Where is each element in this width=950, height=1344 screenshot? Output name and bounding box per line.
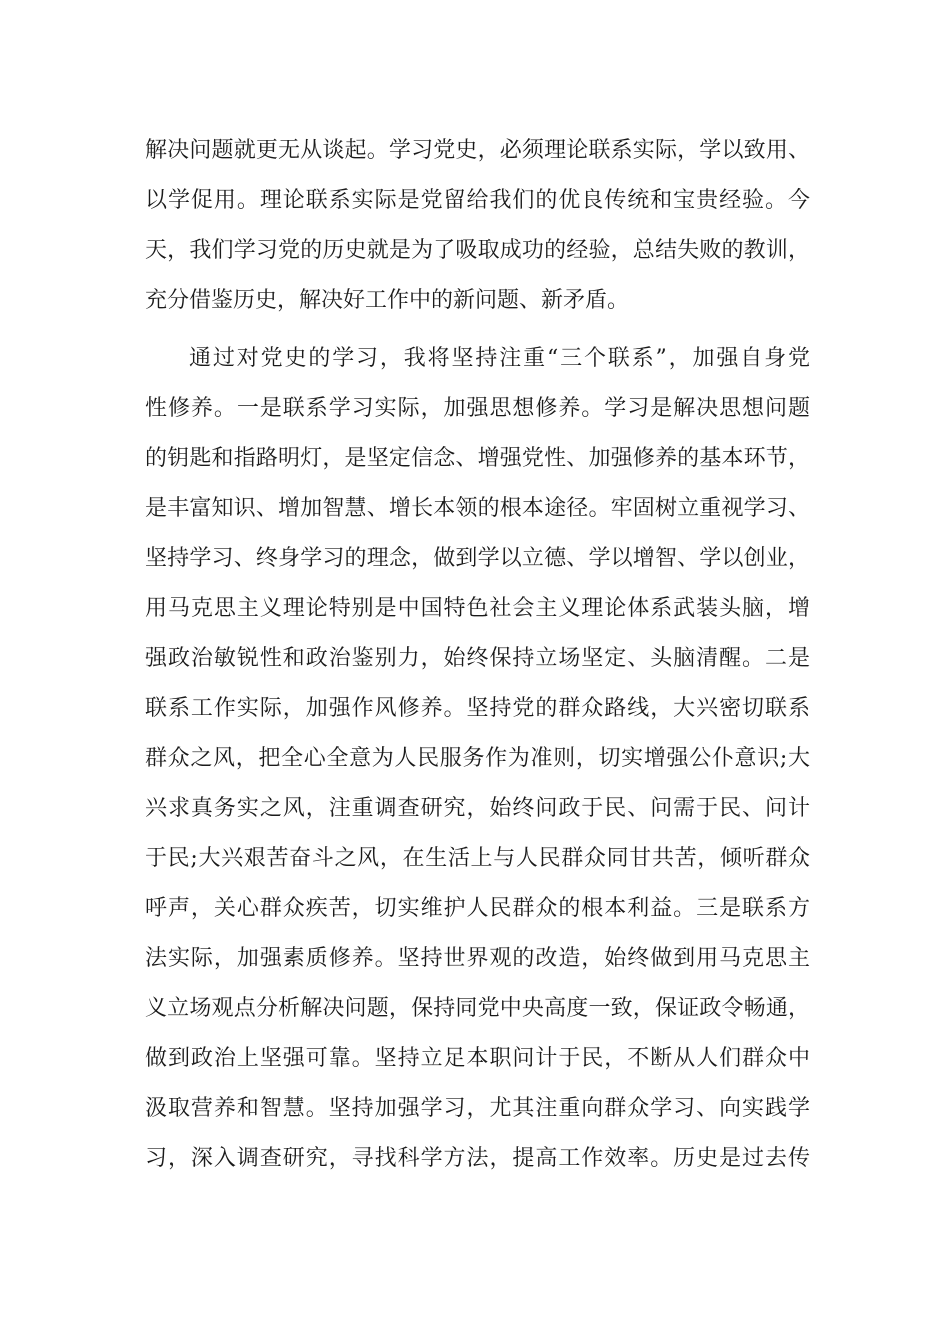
paragraph-2-line-13: 法实际，加强素质修养。坚持世界观的改造，始终做到用马克思主	[145, 946, 810, 971]
paragraph-2-line-5: 坚持学习、终身学习的理念，做到学以立德、学以增智、学以创业，	[145, 546, 810, 571]
paragraph-1-line-1: 解决问题就更无从谈起。学习党史，必须理论联系实际，学以致用、	[145, 138, 810, 163]
paragraph-1-line-4: 充分借鉴历史，解决好工作中的新问题、新矛盾。	[145, 288, 630, 313]
paragraph-1-line-2: 以学促用。理论联系实际是党留给我们的优良传统和宝贵经验。今	[145, 188, 810, 213]
paragraph-2-line-12: 呼声，关心群众疾苦，切实维护人民群众的根本利益。三是联系方	[145, 896, 810, 921]
paragraph-2-line-7: 强政治敏锐性和政治鉴别力，始终保持立场坚定、头脑清醒。二是	[145, 646, 810, 671]
paragraph-2-line-14: 义立场观点分析解决问题，保持同党中央高度一致，保证政令畅通，	[145, 996, 810, 1021]
paragraph-1-line-3: 天，我们学习党的历史就是为了吸取成功的经验，总结失败的教训，	[145, 238, 810, 263]
paragraph-2-line-10: 兴求真务实之风，注重调查研究，始终问政于民、问需于民、问计	[145, 796, 810, 821]
paragraph-2-line-2: 性修养。一是联系学习实际，加强思想修养。学习是解决思想问题	[145, 396, 810, 421]
paragraph-2-line-3: 的钥匙和指路明灯，是坚定信念、增强党性、加强修养的基本环节，	[145, 446, 810, 471]
paragraph-2-line-15: 做到政治上坚强可靠。坚持立足本职问计于民，不断从人们群众中	[145, 1046, 810, 1071]
paragraph-2-line-11: 于民;大兴艰苦奋斗之风，在生活上与人民群众同甘共苦，倾听群众	[145, 846, 810, 871]
paragraph-2-line-8: 联系工作实际，加强作风修养。坚持党的群众路线，大兴密切联系	[145, 696, 810, 721]
paragraph-2-line-4: 是丰富知识、增加智慧、增长本领的根本途径。牢固树立重视学习、	[145, 496, 810, 521]
paragraph-2-line-16: 汲取营养和智慧。坚持加强学习，尤其注重向群众学习、向实践学	[145, 1096, 810, 1121]
paragraph-2-line-6: 用马克思主义理论特别是中国特色社会主义理论体系武装头脑，增	[145, 596, 810, 621]
paragraph-2-line-17: 习，深入调查研究，寻找科学方法，提高工作效率。历史是过去传	[145, 1146, 810, 1171]
paragraph-2-line-1: 通过对党史的学习，我将坚持注重“三个联系”，加强自身党	[189, 346, 810, 371]
paragraph-2-line-9: 群众之风，把全心全意为人民服务作为准则，切实增强公仆意识;大	[145, 746, 810, 771]
